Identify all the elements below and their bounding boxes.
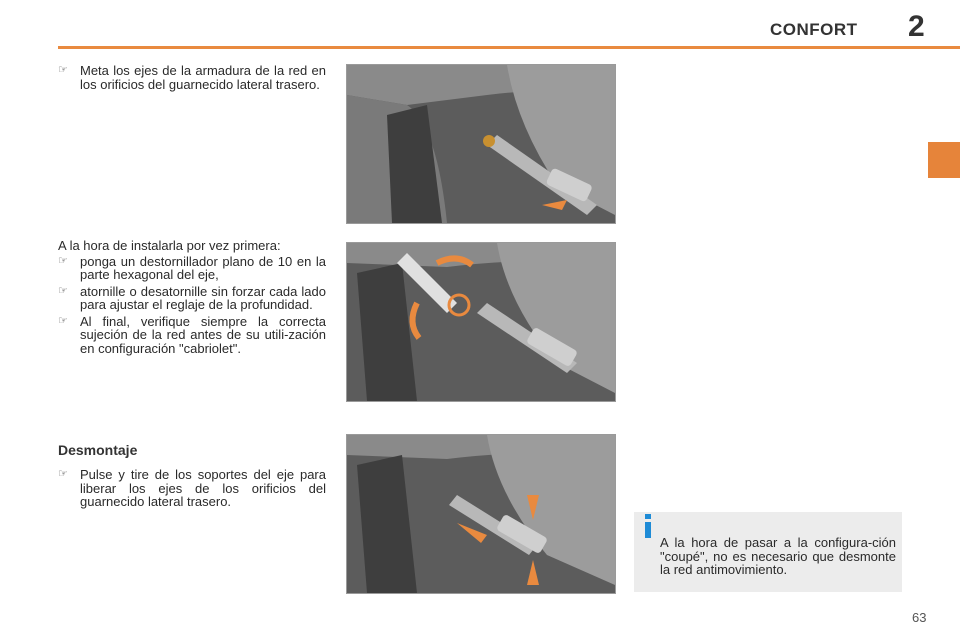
chapter-number: 2	[908, 10, 925, 43]
section-heading: Desmontaje	[58, 442, 138, 458]
bullet-text: Pulse y tire de los soportes del eje para liberar los ejes de los orificios del guarnecido lateral trasero.	[80, 467, 326, 509]
page-number: 63	[912, 610, 927, 625]
pointing-hand-icon: ☞	[58, 64, 68, 76]
bullet-text: Meta los ejes de la armadura de la red en los orificios del guarnecido lateral trasero.	[80, 63, 326, 92]
bullet-item	[58, 468, 326, 509]
instruction-block-3	[58, 468, 326, 509]
info-icon	[642, 512, 654, 540]
pointing-hand-icon: ☞	[58, 468, 68, 480]
instruction-block-2	[58, 239, 326, 355]
bullet-item	[58, 315, 326, 356]
pointing-hand-icon: ☞	[58, 284, 68, 297]
illustration-insert-axles	[346, 64, 616, 224]
info-callout	[634, 512, 902, 592]
bullet-text: atornille o desatornille sin forzar cada lado para ajustar el reglaje de la profundidad.	[80, 283, 326, 312]
header-rule	[58, 46, 960, 49]
bullet-text: Al final, verifique siempre la correcta sujeción de la red antes de su utili-zación en configuración "cabriolet".	[80, 313, 326, 356]
pointing-hand-icon: ☞	[58, 254, 68, 267]
illustration-removal	[346, 434, 616, 594]
chapter-side-tab[interactable]	[928, 142, 960, 178]
illustration-screwdriver-adjust	[346, 242, 616, 402]
bullet-text: ponga un destornillador plano de 10 en la parte hexagonal del eje,	[80, 253, 326, 282]
instruction-block-1	[58, 64, 326, 91]
bullet-item	[58, 285, 326, 312]
header-title: CONFORT	[770, 20, 858, 39]
bullet-item	[58, 64, 326, 91]
bullet-item	[58, 255, 326, 282]
pointing-hand-icon: ☞	[58, 314, 68, 327]
info-text: A la hora de pasar a la configura-ción "coupé", no es necesario que desmonte la red antimovimiento.	[660, 535, 896, 577]
intro-text: A la hora de instalarla por vez primera:	[58, 238, 281, 253]
